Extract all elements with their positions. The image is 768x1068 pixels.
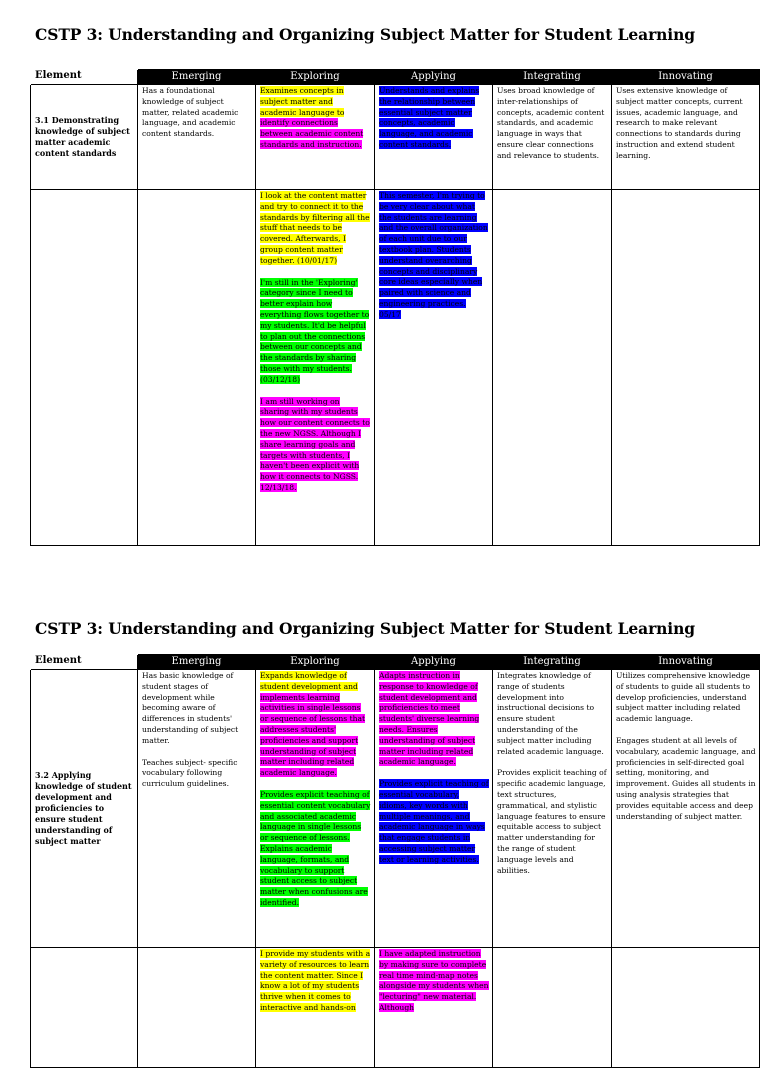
reflection-entry: I'm still in the 'Exploring' category since I need to better explain how everything flows together to my students. It'd be helpful to plan out the connections between our concepts and the standards by sharing those with my students. (03/12/18) xyxy=(260,277,370,384)
header-exploring: Exploring xyxy=(256,655,375,670)
reflection-entry: I have adapted instruction by making sure to complete real time mind-map notes alongside my students when "lecturing" new material. Although xyxy=(379,949,489,1012)
highlight-yellow: Examines concepts in subject matter and academic language to xyxy=(260,86,345,117)
emerging-cell: Has a foundational knowledge of subject matter, related academic language, and academic content standards. xyxy=(138,85,256,190)
header-row xyxy=(31,70,760,85)
page-title: CSTP 3: Understanding and Organizing Subject Matter for Student Learning xyxy=(35,25,696,44)
emerging-cell xyxy=(138,190,256,546)
header-emerging: Emerging xyxy=(138,70,256,85)
element-label: 3.1 Demonstrating knowledge of subject matter academic content standards xyxy=(31,85,138,190)
highlight-magenta: identify connections between academic content standards and instruction. xyxy=(260,118,364,149)
integrating-cell xyxy=(493,948,612,1068)
emerging-cell xyxy=(138,948,256,1068)
header-element: Element xyxy=(31,70,138,85)
applying-cell xyxy=(375,85,493,190)
header-row xyxy=(31,655,760,670)
innovating-cell: Uses extensive knowledge of subject matter concepts, current issues, academic language, and research to make relevant connections to standards during instruction and extend student learning. xyxy=(612,85,760,190)
exploring-cell xyxy=(256,670,375,948)
rubric-table-1 xyxy=(30,69,760,546)
innovating-cell xyxy=(612,948,760,1068)
table-row xyxy=(31,948,760,1068)
table-row xyxy=(31,190,760,546)
integrating-cell: Uses broad knowledge of inter-relationships of concepts, academic content standards, and academic language in ways that ensure clear connections and relevance to students. xyxy=(493,85,612,190)
highlight-yellow: Expands knowledge of student development and xyxy=(260,671,358,691)
header-element: Element xyxy=(31,655,138,670)
element-label-empty xyxy=(31,948,138,1068)
integrating-text: Provides explicit teaching of specific academic language, text structures, grammatical, and stylistic language features to ensure equitable access to subject matter understanding for the range of student language levels and abilities. xyxy=(497,768,607,875)
applying-cell xyxy=(375,670,493,948)
table-row xyxy=(31,670,760,948)
header-applying: Applying xyxy=(375,70,493,85)
header-emerging: Emerging xyxy=(138,655,256,670)
rubric-table-2 xyxy=(30,654,760,1068)
reflection-entry: I look at the content matter and try to connect it to the standards by filtering all the stuff that needs to be covered. Afterwards, I group content matter together. (10/01/17) xyxy=(260,191,370,265)
header-integrating: Integrating xyxy=(493,70,612,85)
emerging-text: Teaches subject- specific vocabulary following curriculum guidelines. xyxy=(142,757,238,789)
page-title: CSTP 3: Understanding and Organizing Subject Matter for Student Learning xyxy=(35,619,696,638)
exploring-reflection-cell xyxy=(256,948,375,1068)
element-label: 3.2 Applying knowledge of student development and proficiencies to ensure student understanding of subject matter xyxy=(31,670,138,948)
reflection-entry: I provide my students with a variety of resources to learn the content matter. Since I know a lot of my students thrive when it comes to interactive and hands-on xyxy=(260,949,371,1012)
highlight-blue: Provides explicit teaching of essential vocabulary, idioms, key words with multiple meanings, and academic language in ways that engage students in accessing subject matter text or learning activities. xyxy=(379,779,489,864)
table-row xyxy=(31,85,760,190)
highlight-green: Provides explicit teaching of essential content vocabulary and associated academic language in single lessons or sequence of lessons. Explains academic language, formats, and vocabulary to support student access to subject matter when confusions are identified. xyxy=(260,789,371,907)
exploring-reflection-cell xyxy=(256,190,375,546)
header-innovating: Innovating xyxy=(612,655,760,670)
highlight-magenta: implements learning activities in single lessons or sequence of lessons that addresses students' proficiencies and support understanding of subject matter including related academic language. xyxy=(260,692,366,778)
applying-reflection-cell xyxy=(375,948,493,1068)
highlight-magenta: Adapts instruction in response to knowledge of student development and proficiencies to meet students' diverse learning needs. Ensures understanding of subject matter including related academic language. xyxy=(379,671,480,767)
header-applying: Applying xyxy=(375,655,493,670)
exploring-cell xyxy=(256,85,375,190)
header-exploring: Exploring xyxy=(256,70,375,85)
reflection-entry: This semester, I'm trying to be very clear about what the students are learning and the overall organization of each unit due to our textbook plan. Students understand overarching concepts and disciplinary core ideas especially when paired with science and engineering practices. 05/17 xyxy=(379,191,488,319)
reflection-entry: I am still working on sharing with my students how our content connects to the new NGSS. Although I share learning goals and targets with students, I haven't been explicit with how it connects to NGSS. 12/13/18. xyxy=(260,396,370,492)
innovating-cell xyxy=(612,670,760,948)
highlight-blue: Understands and explains the relationship between essential subject matter concepts, academic language, and academic content standards. xyxy=(379,86,480,149)
integrating-text: Integrates knowledge of range of students development into instructional decisions to ensure student understanding of the subject matter including related academic language. xyxy=(497,671,604,756)
innovating-text: Engages student at all levels of vocabulary, academic language, and proficiencies in self-directed goal setting, monitoring, and improvement. Guides all students in using analysis strategies that provides equitable access and deep understanding of subject matter. xyxy=(616,735,756,821)
emerging-cell xyxy=(138,670,256,948)
innovating-text: Utilizes comprehensive knowledge of students to guide all students to develop proficiencies, understand subject matter including related academic language. xyxy=(616,671,751,724)
innovating-cell xyxy=(612,190,760,546)
header-integrating: Integrating xyxy=(493,655,612,670)
integrating-cell xyxy=(493,670,612,948)
header-innovating: Innovating xyxy=(612,70,760,85)
emerging-text: Has basic knowledge of student stages of development while becoming aware of differences in students' understanding of subject matter. xyxy=(142,671,239,745)
applying-reflection-cell xyxy=(375,190,493,546)
element-label-empty xyxy=(31,190,138,546)
integrating-cell xyxy=(493,190,612,546)
